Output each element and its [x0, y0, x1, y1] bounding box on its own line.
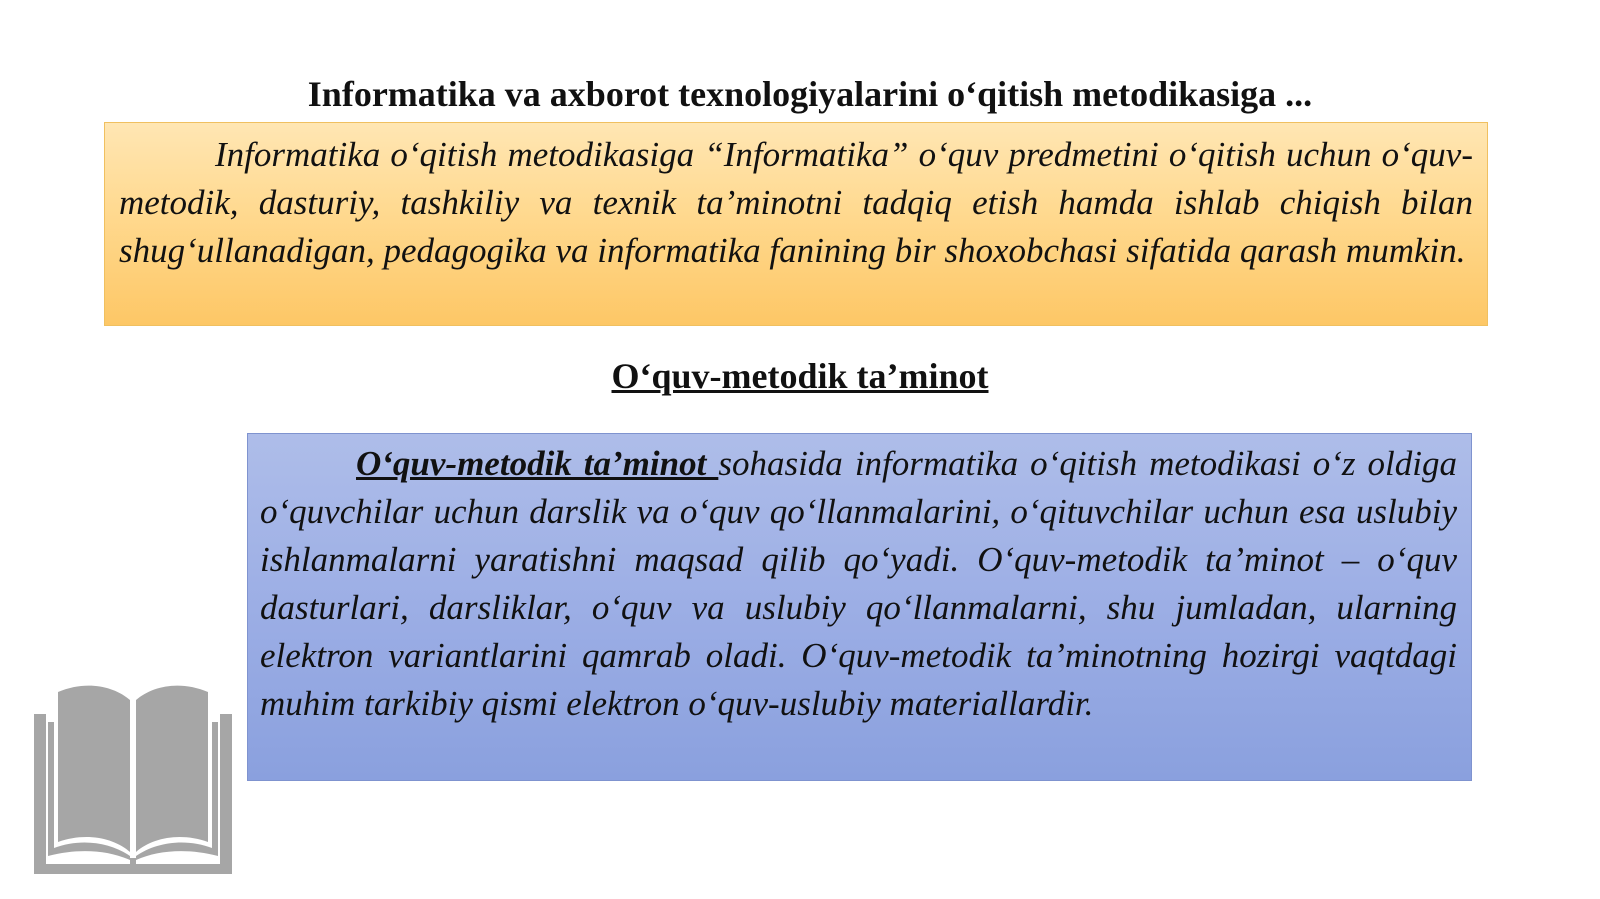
section-title: O‘quv-metodik ta’minot [611, 356, 989, 396]
section-lead: O‘quv-metodik ta’minot [356, 444, 719, 483]
slide-title: Informatika va axborot texnologiyalarini o‘qitish metodikasiga ... [307, 74, 1313, 114]
definition-text: Informatika o‘qitish metodikasiga “Informatika” o‘quv predmetini o‘qitish uchun o‘quv-metodik, dasturiy, tashkiliy va texnik ta’minotni tadqiq etish hamda ishlab chiqish bilan shug‘ullanadigan, pedagogika va informatika fanining bir shoxobchasi sifatida qarash mumkin. [119, 135, 1473, 270]
definition-box [104, 122, 1488, 326]
section-box [247, 433, 1472, 781]
section-paragraph [260, 440, 1457, 728]
section-text: sohasida informatika o‘qitish metodikasi o‘z oldiga o‘quvchilar uchun darslik va o‘quv qo‘llanmalarini, o‘qituvchilar uchun esa uslubiy ishlanmalarni yaratishni maqsad qilib qo‘yadi. O‘quv-metodik ta’minot – o‘quv dasturlari, darsliklar, o‘quv va uslubiy qo‘llanmalarni, shu jumladan, ularning elektron variantlarini qamrab oladi. O‘quv-metodik ta’minotning hozirgi vaqtdagi muhim tarkibiy qismi elektron o‘quv-uslubiy materiallardir. [260, 444, 1458, 723]
open-book-icon [34, 682, 232, 874]
